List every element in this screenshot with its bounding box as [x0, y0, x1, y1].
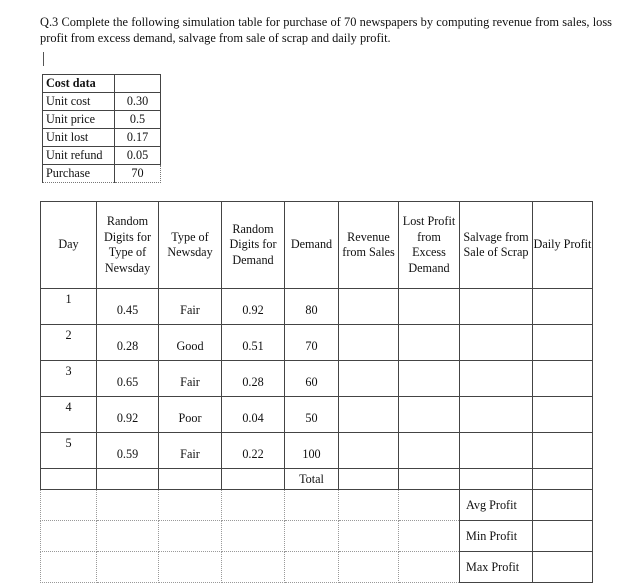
day-cell: 1: [41, 289, 97, 325]
demand-cell: 60: [285, 361, 339, 397]
revenue-cell[interactable]: [339, 325, 399, 361]
text-cursor: [43, 52, 44, 66]
header-salvage: Salvage from Sale of Scrap: [460, 202, 533, 289]
lost-profit-cell[interactable]: [399, 289, 460, 325]
total-blank: [222, 469, 285, 490]
salvage-cell[interactable]: [460, 325, 533, 361]
salvage-cell[interactable]: [460, 289, 533, 325]
total-blank: [159, 469, 222, 490]
type-cell: Good: [159, 325, 222, 361]
max-profit-cell[interactable]: [533, 552, 593, 583]
rd-type-cell: 0.28: [97, 325, 159, 361]
summary-row: [41, 552, 593, 583]
header-type-of-newsday: Type of Newsday: [159, 202, 222, 289]
cost-value: 0.17: [115, 129, 161, 147]
cost-value: 0.30: [115, 93, 161, 111]
revenue-cell[interactable]: [339, 361, 399, 397]
salvage-cell[interactable]: [460, 397, 533, 433]
daily-profit-cell[interactable]: [533, 397, 593, 433]
day-cell: 2: [41, 325, 97, 361]
header-revenue: Revenue from Sales: [339, 202, 399, 289]
total-salvage-cell[interactable]: [460, 469, 533, 490]
rd-type-cell: 0.45: [97, 289, 159, 325]
cost-label: Purchase: [43, 165, 115, 183]
total-label: Total: [285, 469, 339, 490]
header-daily-profit: Daily Profit: [533, 202, 593, 289]
total-daily-profit-cell[interactable]: [533, 469, 593, 490]
header-demand: Demand: [285, 202, 339, 289]
table-row: [41, 397, 593, 433]
revenue-cell[interactable]: [339, 397, 399, 433]
avg-profit-label: Avg Profit: [460, 490, 533, 521]
daily-profit-cell[interactable]: [533, 325, 593, 361]
header-random-digits-demand: Random Digits for Demand: [222, 202, 285, 289]
revenue-cell[interactable]: [339, 433, 399, 469]
lost-profit-cell[interactable]: [399, 433, 460, 469]
min-profit-cell[interactable]: [533, 521, 593, 552]
type-cell: Fair: [159, 361, 222, 397]
type-cell: Fair: [159, 433, 222, 469]
min-profit-label: Min Profit: [460, 521, 533, 552]
daily-profit-cell[interactable]: [533, 289, 593, 325]
demand-cell: 50: [285, 397, 339, 433]
lost-profit-cell[interactable]: [399, 361, 460, 397]
total-lost-profit-cell[interactable]: [399, 469, 460, 490]
type-cell: Fair: [159, 289, 222, 325]
cost-label: Unit lost: [43, 129, 115, 147]
cost-data-title: Cost data: [43, 75, 115, 93]
day-cell: 3: [41, 361, 97, 397]
cost-label: Unit price: [43, 111, 115, 129]
rd-demand-cell: 0.51: [222, 325, 285, 361]
rd-type-cell: 0.59: [97, 433, 159, 469]
demand-cell: 100: [285, 433, 339, 469]
total-blank: [97, 469, 159, 490]
table-row: [41, 361, 593, 397]
rd-demand-cell: 0.92: [222, 289, 285, 325]
summary-row: [41, 490, 593, 521]
lost-profit-cell[interactable]: [399, 325, 460, 361]
rd-type-cell: 0.65: [97, 361, 159, 397]
total-blank: [41, 469, 97, 490]
rd-demand-cell: 0.04: [222, 397, 285, 433]
cost-label: Unit refund: [43, 147, 115, 165]
rd-demand-cell: 0.22: [222, 433, 285, 469]
day-cell: 4: [41, 397, 97, 433]
question-text: Q.3 Complete the following simulation table for purchase of 70 newspapers by computing revenue from sales, loss profit from excess demand, salvage from sale of scrap and daily profit.: [40, 15, 612, 45]
type-cell: Poor: [159, 397, 222, 433]
header-day: Day: [41, 202, 97, 289]
header-lost-profit: Lost Profit from Excess Demand: [399, 202, 460, 289]
cost-value: 0.5: [115, 111, 161, 129]
cost-data-title-blank: [115, 75, 161, 93]
simulation-table: [40, 201, 593, 583]
table-row: [41, 325, 593, 361]
cost-data-table: [42, 74, 161, 183]
demand-cell: 80: [285, 289, 339, 325]
table-row: [41, 289, 593, 325]
max-profit-label: Max Profit: [460, 552, 533, 583]
header-random-digits-type: Random Digits for Type of Newsday: [97, 202, 159, 289]
cost-value: 70: [115, 165, 161, 183]
table-row: [41, 433, 593, 469]
avg-profit-cell[interactable]: [533, 490, 593, 521]
rd-demand-cell: 0.28: [222, 361, 285, 397]
day-cell: 5: [41, 433, 97, 469]
total-revenue-cell[interactable]: [339, 469, 399, 490]
demand-cell: 70: [285, 325, 339, 361]
rd-type-cell: 0.92: [97, 397, 159, 433]
cost-label: Unit cost: [43, 93, 115, 111]
daily-profit-cell[interactable]: [533, 433, 593, 469]
revenue-cell[interactable]: [339, 289, 399, 325]
salvage-cell[interactable]: [460, 433, 533, 469]
salvage-cell[interactable]: [460, 361, 533, 397]
summary-row: [41, 521, 593, 552]
total-row: [41, 469, 593, 490]
lost-profit-cell[interactable]: [399, 397, 460, 433]
daily-profit-cell[interactable]: [533, 361, 593, 397]
cost-value: 0.05: [115, 147, 161, 165]
